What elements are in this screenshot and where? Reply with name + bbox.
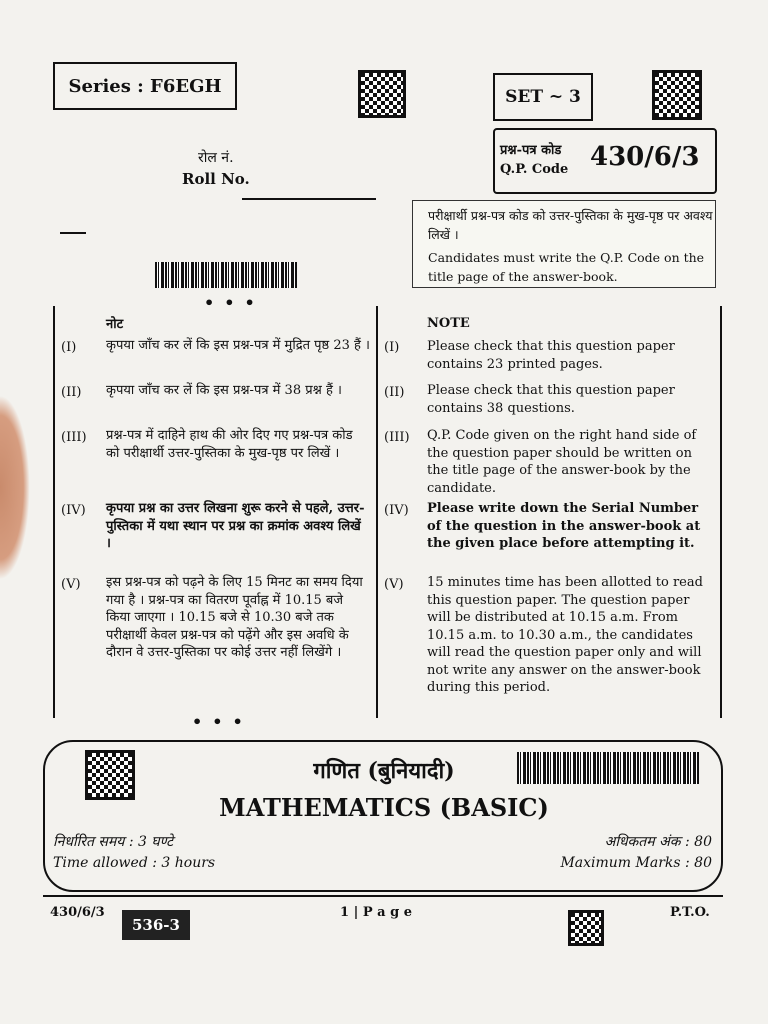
dots-separator-icon: ••• [204, 293, 265, 312]
note-hindi: कृपया जाँच कर लें कि इस प्रश्न-पत्र में मुद्रित पृष्ठ 23 हैं । [106, 338, 370, 353]
note-title-hindi: नोट [106, 317, 124, 332]
qr-code-icon [568, 910, 604, 946]
roll-label-hindi: रोल नं. [198, 150, 234, 166]
roll-label-english: Roll No. [182, 170, 250, 188]
margin-dash [60, 232, 86, 234]
barcode-icon [155, 262, 297, 288]
note-number: (V) [61, 577, 81, 592]
dots-separator-icon: ••• [192, 712, 253, 731]
footer-code-badge: 536-3 [122, 910, 190, 940]
note-number: (II) [61, 385, 82, 400]
footer-qp-code: 430/6/3 [50, 905, 105, 920]
note-number: (III) [61, 430, 87, 445]
note-english: 15 minutes time has been allotted to read this question paper. The question paper will be distributed at 10.15 a.m. From 10.15 a.m. to 10.30 a.m., the candidates will read the question paper only and will not write any answer on the answer-book during this period. [427, 575, 703, 695]
set-box: SET ~ 3 [493, 73, 593, 121]
note-number: (V) [384, 577, 404, 592]
left-border [53, 306, 55, 718]
note-english: Please check that this question paper contains 38 questions. [427, 383, 675, 416]
qp-code-value: 430/6/3 [590, 142, 700, 172]
note-english: Q.P. Code given on the right hand side of the question paper should be written on the title page of the answer-book by the candidate. [427, 428, 697, 496]
qp-label-english: Q.P. Code [500, 162, 569, 177]
note-number: (II) [384, 385, 405, 400]
qr-code-icon [358, 70, 406, 118]
right-border [720, 306, 722, 718]
series-box: Series : F6EGH [53, 62, 237, 110]
note-hindi: कृपया जाँच कर लें कि इस प्रश्न-पत्र में 38 प्रश्न हैं । [106, 383, 342, 398]
qp-code-labels [500, 141, 568, 179]
center-divider [376, 306, 378, 718]
time-allowed-english: Time allowed : 3 hours [53, 855, 216, 871]
note-number: (IV) [384, 503, 409, 518]
note-title-english: NOTE [427, 316, 470, 331]
maximum-marks-hindi: अधिकतम अंक : 80 [604, 834, 712, 850]
pto-label: P.T.O. [670, 905, 710, 920]
note-hindi: इस प्रश्न-पत्र को पढ़ने के लिए 15 मिनट का समय दिया गया है । प्रश्न-पत्र का वितरण पूर्वाह्न में 10.15 बजे किया जाएगा । 10.15 बजे से 10.30 बजे तक परीक्षार्थी केवल प्रश्न-पत्र को पढ़ेंगे और इस अवधि के दौरान वे उत्तर-पुस्तिका पर कोई उत्तर नहीं लिखेंगे । [106, 575, 363, 660]
note-number: (IV) [61, 503, 86, 518]
note-number: (I) [384, 340, 400, 355]
subject-title-hindi: गणित (बुनियादी) [313, 758, 455, 784]
time-allowed-hindi: निर्धारित समय : 3 घण्टे [53, 834, 174, 850]
candidate-instruction-hindi: परीक्षार्थी प्रश्न-पत्र कोड को उत्तर-पुस्तिका के मुख-पृष्ठ पर अवश्य लिखें । [428, 208, 713, 242]
note-number: (I) [61, 340, 77, 355]
page-number: 1 | P a g e [340, 905, 412, 920]
note-hindi: प्रश्न-पत्र में दाहिने हाथ की ओर दिए गए प्रश्न-पत्र कोड को परीक्षार्थी उत्तर-पुस्तिका के मुख-पृष्ठ पर लिखें । [106, 428, 353, 461]
candidate-instruction-english: Candidates must write the Q.P. Code on the title page of the answer-book. [428, 250, 705, 284]
note-english: Please check that this question paper contains 23 printed pages. [427, 339, 675, 372]
note-number: (III) [384, 430, 410, 445]
thumb-shadow [0, 395, 30, 580]
footer-rule [43, 895, 723, 897]
note-english: Please write down the Serial Number of the question in the answer-book at the given place before attempting it. [427, 501, 701, 551]
maximum-marks-english: Maximum Marks : 80 [560, 855, 712, 871]
roll-number-line [242, 198, 376, 200]
note-hindi: कृपया प्रश्न का उत्तर लिखना शुरू करने से पहले, उत्तर-पुस्तिका में यथा स्थान पर प्रश्न का क्रमांक अवश्य लिखें । [106, 501, 365, 551]
qr-code-icon [652, 70, 702, 120]
qp-label-hindi: प्रश्न-पत्र कोड [500, 143, 562, 158]
subject-title-english: MATHEMATICS (BASIC) [219, 793, 549, 822]
